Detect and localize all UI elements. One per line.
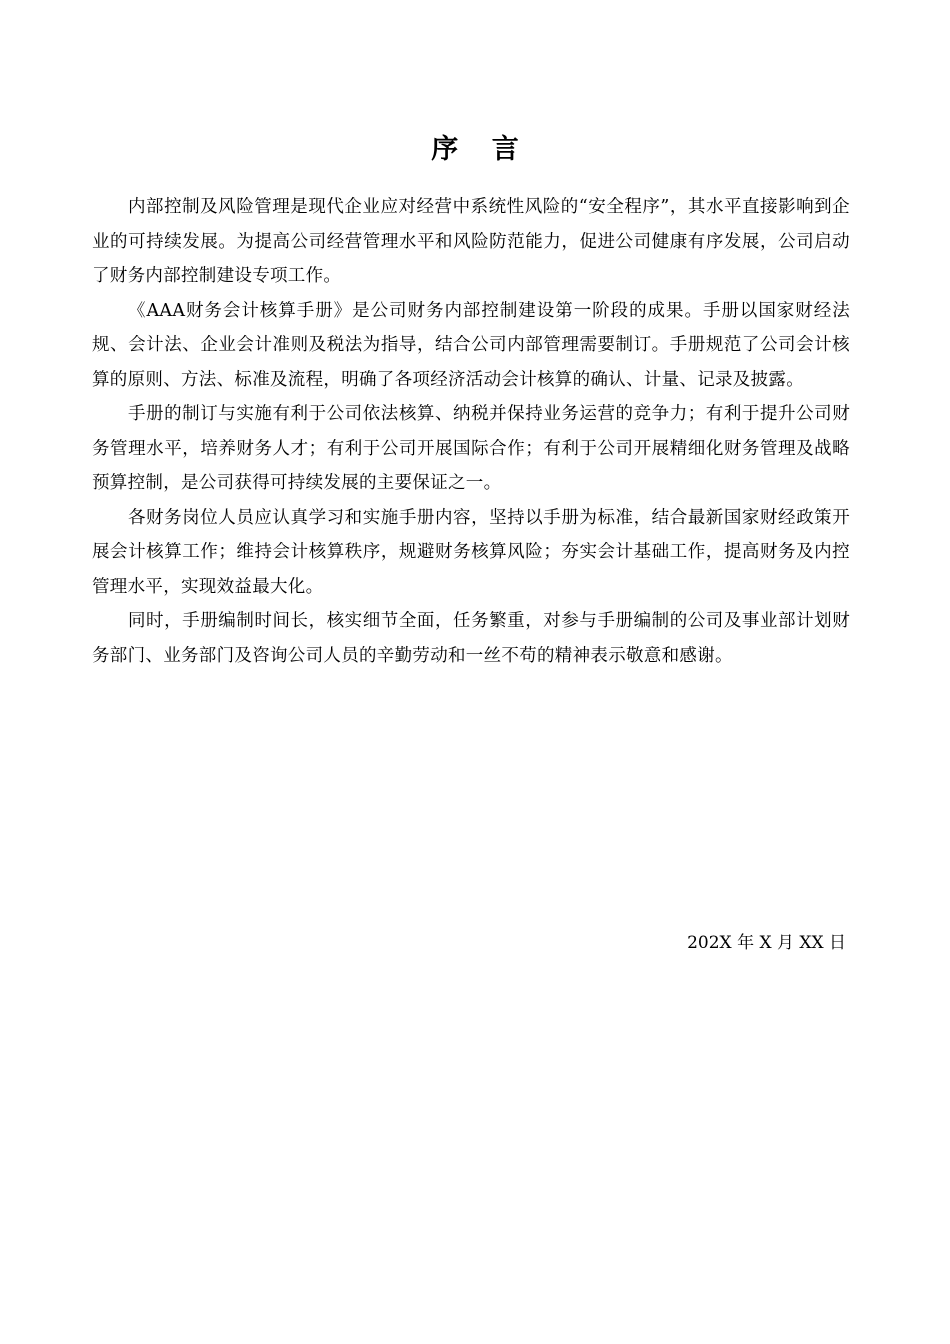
paragraph-3: 手册的制订与实施有利于公司依法核算、纳税并保持业务运营的竞争力；有利于提升公司财务管理水平，培养财务人才；有利于公司开展国际合作；有利于公司开展精细化财务管理及战略预算控制，是公司获得可持续发展的主要保证之一。 <box>92 404 850 493</box>
paragraph-4: 各财务岗位人员应认真学习和实施手册内容，坚持以手册为标准，结合最新国家财经政策开展会计核算工作；维持会计核算秩序，规避财务核算风险；夯实会计基础工作，提高财务及内控管理水平，实现效益最大化。 <box>92 507 850 597</box>
page-title: 序 言 <box>431 134 531 166</box>
paragraph-2: 《AAA财务会计核算手册》是公司财务内部控制建设第一阶段的成果。手册以国家财经法规、会计法、企业会计准则及税法为指导，结合公司内部管理需要制订。手册规范了公司会计核算的原则、方法、标准及流程，明确了各项经济活动会计核算的确认、计量、记录及披露。 <box>92 300 850 390</box>
preface-body <box>92 190 850 673</box>
paragraph-5: 同时，手册编制时间长，核实细节全面，任务繁重，对参与手册编制的公司及事业部计划财务部门、业务部门及咨询公司人员的辛勤劳动和一丝不苟的精神表示敬意和感谢。 <box>92 611 850 666</box>
document-date: 202X 年 X 月 XX 日 <box>687 933 846 953</box>
paragraph-1: 内部控制及风险管理是现代企业应对经营中系统性风险的“安全程序”，其水平直接影响到企业的可持续发展。为提高公司经营管理水平和风险防范能力，促进公司健康有序发展，公司启动了财务内部控制建设专项工作。 <box>92 197 850 286</box>
